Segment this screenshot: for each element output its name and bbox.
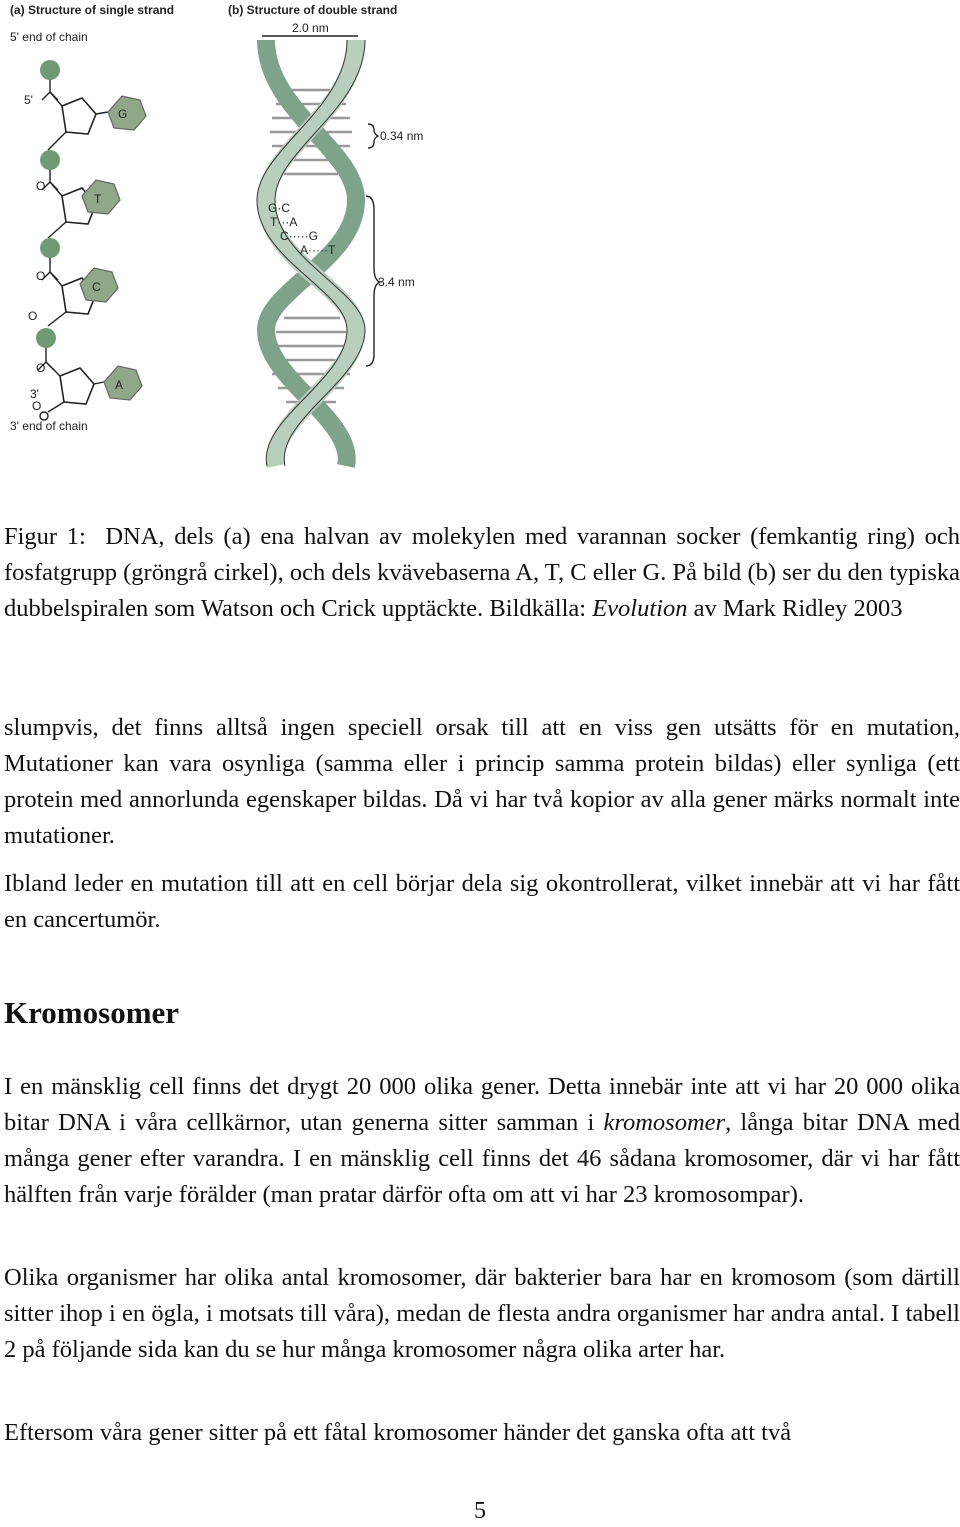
paragraph-mutations xyxy=(4,710,960,854)
five-prime-mark: 5' xyxy=(24,93,33,107)
oxygen-label: O xyxy=(36,179,46,193)
paragraph-text: Olika organismer har olika antal kromosomer, där bakterier bara har en kromosom (som därtill sitter ihop i en ögla, i motsats till våra), medan de flesta andra organismer har andra antal. I tabell 2 på följande sida kan du se hur många kromosomer några olika arter har. xyxy=(4,1264,960,1363)
five-prime-end-label: 5' end of chain xyxy=(10,30,88,44)
paragraph-text: I en mänsklig cell finns det drygt 20 000 olika gener. Detta innebär inte att vi har 20 000 olika bitar DNA i våra cellkärnor, utan generna sitter samman i xyxy=(4,1073,960,1136)
caption-text: DNA, dels (a) ena halvan av molekylen med varannan socker (femkantig ring) och fosfatgrupp (gröngrå cirkel), och dels kvävebaserna A, T, C eller G. På bild (b) ser du den typiska dubbelspiralen som Watson och Crick upptäckte. Bildkälla: xyxy=(4,523,960,622)
base-label-c: C xyxy=(92,280,101,294)
figure-caption xyxy=(4,519,960,627)
paragraph-chromosomes xyxy=(4,1069,960,1213)
svg-text:T···A: T···A xyxy=(270,215,298,229)
phosphate-circle xyxy=(40,238,60,258)
caption-prefix: Figur 1: xyxy=(4,523,86,550)
paragraph-genes xyxy=(4,1415,960,1451)
paragraph-text: Ibland leder en mutation till att en cell börjar dela sig okontrollerat, vilket innebär att vi har fått en cancertumör. xyxy=(4,870,960,933)
paragraph-organisms xyxy=(4,1260,960,1368)
double-helix xyxy=(257,21,423,466)
base-label-g: G xyxy=(118,107,128,121)
pitch-label: 3.4 nm xyxy=(378,275,415,289)
term-kromosomer: kromosomer xyxy=(603,1109,726,1136)
sugar-pentagon xyxy=(60,368,94,404)
base-label-t: T xyxy=(94,192,102,206)
oxygen-label: O xyxy=(36,361,46,375)
three-prime-end-label: 3' end of chain xyxy=(10,419,88,433)
sugar-pentagon xyxy=(62,98,96,134)
label-double-strand: (b) Structure of double strand xyxy=(228,3,398,17)
rise-bracket xyxy=(368,124,378,148)
label-single-strand: (a) Structure of single strand xyxy=(10,3,175,17)
oxygen-label: O xyxy=(32,399,42,413)
caption-source: av Mark Ridley 2003 xyxy=(693,595,903,622)
section-heading: Kromosomer xyxy=(4,995,180,1030)
width-label: 2.0 nm xyxy=(292,21,329,35)
caption-book-title: Evolution xyxy=(592,595,688,622)
svg-text:C·····G: C·····G xyxy=(280,229,318,243)
svg-text:A·····T: A·····T xyxy=(300,243,336,257)
base-label-a: A xyxy=(115,378,124,392)
three-prime-mark: 3' xyxy=(30,387,39,401)
oxygen-label: O xyxy=(36,269,46,283)
dna-figure xyxy=(0,0,440,480)
svg-text:G·C: G·C xyxy=(268,201,291,215)
paragraph-text: slumpvis, det finns alltså ingen speciell orsak till att en viss gen utsätts för en mutation, Mutationer kan vara osynliga (samma eller i princip samma protein bildas) eller synliga (ett protein med annorlunda egenskaper bildas. Då vi har två kopior av alla gener märks normalt inte mutationer. xyxy=(4,714,960,849)
phosphate-circle xyxy=(36,328,56,348)
phosphate-circle xyxy=(40,60,60,80)
paragraph-text: , långa bitar DNA med många gener efter varandra. I en mänsklig cell finns det 46 sådana kromosomer, där vi har fått hälften från varje förälder (man pratar därför ofta om att vi har 23 kromosompar). xyxy=(4,1109,960,1208)
page-number: 5 xyxy=(474,1498,486,1524)
rise-label: 0.34 nm xyxy=(380,129,424,143)
paragraph-text: Eftersom våra gener sitter på ett fåtal kromosomer händer det ganska ofta att två xyxy=(4,1419,792,1446)
phosphate-circle xyxy=(40,150,60,170)
paragraph-cancer xyxy=(4,866,960,938)
oxygen-label: O xyxy=(28,309,38,323)
